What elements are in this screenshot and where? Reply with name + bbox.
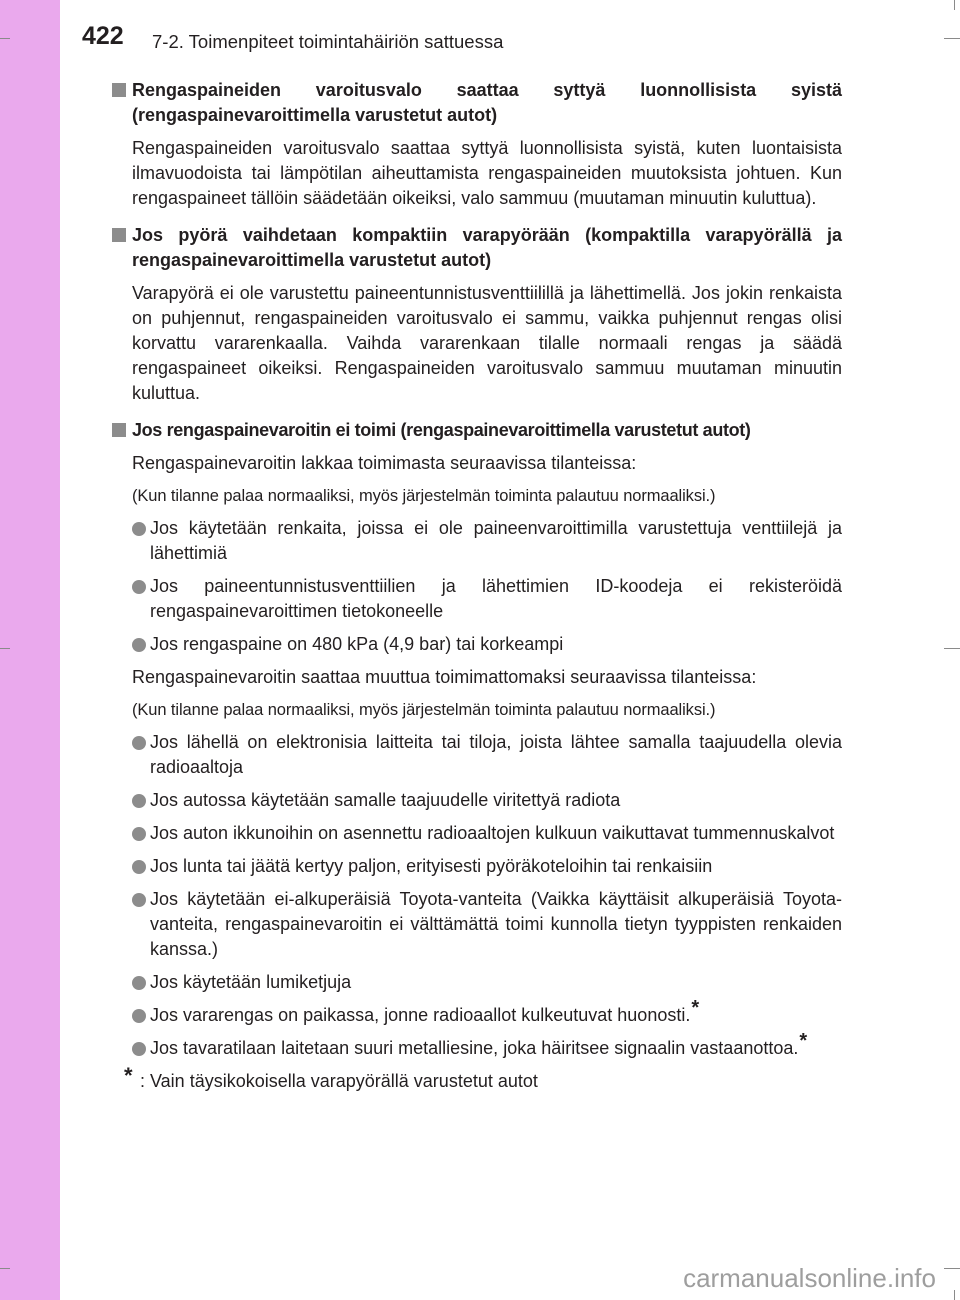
list-item-text: Jos rengaspaine on 480 kPa (4,9 bar) tai korkeampi (150, 634, 564, 654)
round-bullet-icon (132, 522, 146, 536)
list-item (110, 574, 842, 624)
footnote-marker: * (124, 1063, 133, 1088)
list-item (110, 632, 842, 657)
footnote (110, 1063, 842, 1094)
list-item-text: Jos paineentunnistusventtiilien ja lähettimien ID-koodeja ei rekisteröidä rengaspainevaroittimen tietokoneelle (150, 576, 842, 621)
list-item (110, 854, 842, 879)
section-title (110, 418, 842, 443)
section-title-text: Jos pyörä vaihdetaan kompaktiin varapyörään (kompaktilla varapyörällä ja rengaspainevaroittimella varustetut autot) (132, 225, 842, 270)
round-bullet-icon (132, 1009, 146, 1023)
side-color-band (0, 0, 60, 1300)
square-bullet-icon (112, 83, 126, 97)
list-item (110, 997, 842, 1028)
round-bullet-icon (132, 736, 146, 750)
section-title (110, 223, 842, 273)
page-number: 422 (82, 22, 124, 50)
square-bullet-icon (112, 228, 126, 242)
list-item (110, 970, 842, 995)
section-title (110, 78, 842, 128)
list-item-text: Jos vararengas on paikassa, jonne radioaallot kulkeutuvat huonosti. (150, 1005, 691, 1025)
section-paragraph: Varapyörä ei ole varustettu paineentunnistusventtiilillä ja lähettimellä. Jos jokin renkaista on puhjennut, rengaspaineiden varoitusvalo ei sammu, vaikka puhjennut rengas olisi korvattu vararenkaalla. Vaihda vararenkaan tilalle normaali rengas ja säädä rengaspaineet oikeiksi. Rengaspaineiden varoitusvalo sammuu muutaman minuutin kuluttua. (132, 283, 842, 403)
round-bullet-icon (132, 638, 146, 652)
chapter-title: 7-2. Toimenpiteet toimintahäiriön sattuessa (152, 31, 504, 52)
round-bullet-icon (132, 1042, 146, 1056)
list-item (110, 821, 842, 846)
crop-mark (0, 648, 10, 649)
crop-mark (954, 1290, 955, 1300)
page-content (110, 78, 842, 1094)
list-item (110, 788, 842, 813)
round-bullet-icon (132, 794, 146, 808)
round-bullet-icon (132, 827, 146, 841)
note-paragraph: (Kun tilanne palaa normaaliksi, myös järjestelmän toiminta palautuu normaaliksi.) (132, 701, 716, 719)
section-title-text: Jos rengaspainevaroitin ei toimi (rengaspainevaroittimella varustetut autot) (132, 420, 751, 440)
list-item (110, 730, 842, 780)
crop-mark (0, 1268, 10, 1269)
square-bullet-icon (112, 423, 126, 437)
list-item-text: Jos käytetään ei-alkuperäisiä Toyota-vanteita (Vaikka käyttäisit alkuperäisiä Toyota-vanteita, rengaspainevaroitin ei välttämättä toimi kunnolla tietyn tyyppisten renkaiden kanssa.) (150, 889, 842, 959)
footnote-marker: * (691, 997, 700, 1019)
list-item-text: Jos käytetään renkaita, joissa ei ole paineenvaroittimilla varustettuja venttiilejä ja lähettimiä (150, 518, 842, 563)
footnote-marker: * (799, 1030, 808, 1052)
intro-paragraph: Rengaspainevaroitin lakkaa toimimasta seuraavissa tilanteissa: (132, 453, 637, 473)
round-bullet-icon (132, 860, 146, 874)
list-item-text: Jos auton ikkunoihin on asennettu radioaaltojen kulkuun vaikuttavat tummennuskalvot (150, 823, 835, 843)
list-item-text: Jos tavaratilaan laitetaan suuri metalliesine, joka häiritsee signaalin vastaanottoa. (150, 1038, 799, 1058)
round-bullet-icon (132, 893, 146, 907)
list-item-text: Jos lähellä on elektronisia laitteita tai tiloja, joista lähtee samalla taajuudella olevia radioaaltoja (150, 732, 842, 777)
footnote-text: : Vain täysikokoisella varapyörällä varustetut autot (140, 1071, 538, 1091)
page-header (0, 0, 960, 60)
list-item (110, 887, 842, 962)
round-bullet-icon (132, 976, 146, 990)
watermark: carmanualsonline.info (683, 1263, 936, 1293)
crop-mark (944, 648, 960, 649)
round-bullet-icon (132, 580, 146, 594)
list-item (110, 1030, 842, 1061)
list-item-text: Jos autossa käytetään samalle taajuudelle viritettyä radiota (150, 790, 621, 810)
note-paragraph: (Kun tilanne palaa normaaliksi, myös järjestelmän toiminta palautuu normaaliksi.) (132, 487, 716, 505)
crop-mark (944, 1268, 960, 1269)
section-paragraph: Rengaspaineiden varoitusvalo saattaa syttyä luonnollisista syistä, kuten luontaisista ilmavuodoista tai lämpötilan aiheuttamista rengaspaineiden muutoksista johtuen. Kun rengaspaineet tällöin säädetään oikeiksi, valo sammuu (muutaman minuutin kuluttua). (132, 138, 842, 208)
intro-paragraph: Rengaspainevaroitin saattaa muuttua toimimattomaksi seuraavissa tilanteissa: (132, 667, 757, 687)
section-title-text: Rengaspaineiden varoitusvalo saattaa syttyä luonnollisista syistä (rengaspainevaroittimella varustetut autot) (132, 80, 842, 125)
list-item-text: Jos lunta tai jäätä kertyy paljon, erityisesti pyöräkoteloihin tai renkaisiin (150, 856, 713, 876)
list-item-text: Jos käytetään lumiketjuja (150, 972, 352, 992)
list-item (110, 516, 842, 566)
